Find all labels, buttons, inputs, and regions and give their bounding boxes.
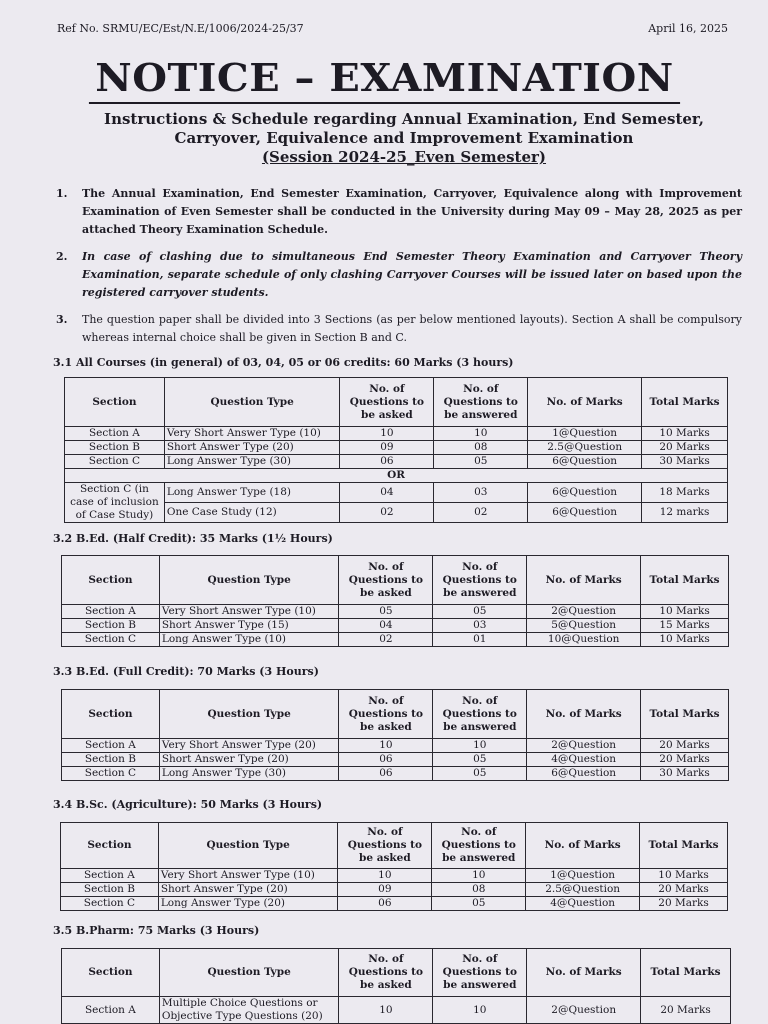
table-cell: 10 bbox=[339, 739, 433, 753]
table-cell: Section A bbox=[65, 427, 165, 441]
col-header: Section bbox=[62, 690, 160, 739]
table-cell: 09 bbox=[338, 883, 432, 897]
table-cell: 10 bbox=[432, 869, 526, 883]
table-row bbox=[65, 455, 728, 469]
table-cell: 30 Marks bbox=[642, 455, 728, 469]
col-header: Question Type bbox=[164, 378, 340, 427]
table-cell: Section A bbox=[61, 869, 159, 883]
notice-subtitle: Instructions & Schedule regarding Annual Examination, End Semester, Carryover, Equivalence and Improvement Examination (Session 2024-25_Even Semester) bbox=[104, 110, 704, 166]
table-cell: Section B bbox=[62, 619, 160, 633]
table-cell: Section B bbox=[62, 753, 160, 767]
table-cell: 08 bbox=[434, 441, 528, 455]
point-1: 1. The Annual Examination, End Semester Examination, Carryover, Equivalence along with Improvement Examination of Even Semester shall be conducted in the University during May 09 – May 28, 2025 as per attached Theory Examination Schedule. bbox=[56, 187, 742, 236]
table-cell: Section B bbox=[61, 883, 159, 897]
table-cell: 10 Marks bbox=[642, 427, 728, 441]
table-cell: Short Answer Type (20) bbox=[164, 441, 340, 455]
point-2: 2. In case of clashing due to simultaneous End Semester Theory Examination and Carryover Theory Examination, separate schedule of only clashing Carryover Courses will be issued later on based upon the registered carryover students. bbox=[56, 250, 742, 299]
col-header: Total Marks bbox=[642, 378, 728, 427]
table-cell: 02 bbox=[434, 503, 528, 523]
notice-title: NOTICE – EXAMINATION bbox=[0, 55, 768, 104]
table-cell: 6@Question bbox=[527, 767, 641, 781]
table-cell: 10 bbox=[433, 739, 527, 753]
col-header: No. of Questions to be answered bbox=[433, 949, 527, 997]
col-header: Total Marks bbox=[641, 556, 729, 605]
marks-table-3-5 bbox=[61, 948, 731, 1024]
table-cell: 06 bbox=[339, 753, 433, 767]
section-heading-3-1: 3.1 All Courses (in general) of 03, 04, 05 or 06 credits: 60 Marks (3 hours) bbox=[53, 356, 514, 369]
table-cell: 03 bbox=[433, 619, 527, 633]
table-row bbox=[62, 767, 729, 781]
table-cell: 30 Marks bbox=[641, 767, 729, 781]
table-cell: 10 Marks bbox=[641, 605, 729, 619]
col-header: No. of Marks bbox=[527, 690, 641, 739]
or-divider: OR bbox=[65, 469, 728, 483]
table-cell: 1@Question bbox=[528, 427, 642, 441]
table-cell: Section C (in case of inclusion of Case Study) bbox=[65, 483, 165, 523]
table-cell: 5@Question bbox=[527, 619, 641, 633]
table-cell: 04 bbox=[340, 483, 434, 503]
table-cell: 6@Question bbox=[528, 455, 642, 469]
col-header: No. of Questions to be answered bbox=[433, 556, 527, 605]
table-cell: 18 Marks bbox=[642, 483, 728, 503]
col-header: No. of Questions to be answered bbox=[434, 378, 528, 427]
table-cell: Short Answer Type (20) bbox=[159, 753, 339, 767]
col-header: Question Type bbox=[159, 949, 339, 997]
table-cell: 4@Question bbox=[526, 897, 640, 911]
table-row bbox=[62, 739, 729, 753]
col-header: Question Type bbox=[159, 690, 339, 739]
table-cell: 2@Question bbox=[527, 605, 641, 619]
table-cell: 04 bbox=[339, 619, 433, 633]
table-cell: 10 bbox=[433, 997, 527, 1024]
table-cell: 09 bbox=[340, 441, 434, 455]
table-cell: 20 Marks bbox=[641, 997, 731, 1024]
table-cell: 20 Marks bbox=[640, 883, 728, 897]
table-cell: Short Answer Type (15) bbox=[159, 619, 339, 633]
col-header: No. of Marks bbox=[527, 556, 641, 605]
table-row bbox=[62, 605, 729, 619]
col-header: No. of Marks bbox=[527, 949, 641, 997]
table-cell: 12 marks bbox=[642, 503, 728, 523]
table-cell: Multiple Choice Questions or Objective Type Questions (20) bbox=[159, 997, 339, 1024]
table-row bbox=[61, 869, 728, 883]
table-cell: 20 Marks bbox=[642, 441, 728, 455]
table-cell: Long Answer Type (10) bbox=[159, 633, 339, 647]
table-cell: 2.5@Question bbox=[526, 883, 640, 897]
table-cell: 05 bbox=[432, 897, 526, 911]
marks-table-3-3 bbox=[61, 689, 729, 781]
table-cell: Very Short Answer Type (20) bbox=[159, 739, 339, 753]
table-row bbox=[61, 897, 728, 911]
table-cell: 06 bbox=[339, 767, 433, 781]
table-cell: 10 bbox=[338, 869, 432, 883]
table-row bbox=[65, 427, 728, 441]
section-heading-3-4: 3.4 B.Sc. (Agriculture): 50 Marks (3 Hours) bbox=[53, 798, 323, 811]
table-cell: 20 Marks bbox=[641, 753, 729, 767]
marks-table-3-1 bbox=[64, 377, 728, 523]
section-heading-3-2: 3.2 B.Ed. (Half Credit): 35 Marks (1½ Hours) bbox=[53, 532, 333, 545]
col-header: No. of Marks bbox=[526, 823, 640, 869]
table-cell: 10 bbox=[339, 997, 433, 1024]
table-cell: 05 bbox=[433, 753, 527, 767]
col-header: No. of Questions to be asked bbox=[339, 949, 433, 997]
table-cell: Section B bbox=[65, 441, 165, 455]
section-heading-3-3: 3.3 B.Ed. (Full Credit): 70 Marks (3 Hours) bbox=[53, 665, 319, 678]
table-cell: 4@Question bbox=[527, 753, 641, 767]
table-cell: 10 Marks bbox=[641, 633, 729, 647]
col-header: No. of Questions to be answered bbox=[433, 690, 527, 739]
table-row bbox=[62, 619, 729, 633]
table-cell: Section C bbox=[61, 897, 159, 911]
table-cell: 05 bbox=[339, 605, 433, 619]
col-header: No. of Questions to be asked bbox=[338, 823, 432, 869]
col-header: Question Type bbox=[158, 823, 338, 869]
table-cell: Section C bbox=[65, 455, 165, 469]
col-header: No. of Questions to be asked bbox=[339, 690, 433, 739]
table-cell: 06 bbox=[338, 897, 432, 911]
col-header: No. of Questions to be answered bbox=[432, 823, 526, 869]
table-cell: 6@Question bbox=[528, 503, 642, 523]
table-cell: 20 Marks bbox=[640, 897, 728, 911]
table-cell: 6@Question bbox=[528, 483, 642, 503]
table-row bbox=[61, 883, 728, 897]
col-header: Question Type bbox=[159, 556, 339, 605]
table-cell: Long Answer Type (18) bbox=[164, 483, 340, 503]
table-cell: Long Answer Type (20) bbox=[158, 897, 338, 911]
table-cell: 01 bbox=[433, 633, 527, 647]
table-cell: Very Short Answer Type (10) bbox=[159, 605, 339, 619]
col-header: Section bbox=[62, 556, 160, 605]
col-header: Section bbox=[62, 949, 160, 997]
table-cell: 10 bbox=[340, 427, 434, 441]
table-cell: One Case Study (12) bbox=[164, 503, 340, 523]
table-cell: 1@Question bbox=[526, 869, 640, 883]
col-header: Total Marks bbox=[640, 823, 728, 869]
table-row bbox=[62, 997, 731, 1024]
notice-date: April 16, 2025 bbox=[648, 22, 728, 35]
table-cell: 08 bbox=[432, 883, 526, 897]
table-cell: 06 bbox=[340, 455, 434, 469]
table-row bbox=[65, 441, 728, 455]
marks-table-3-2 bbox=[61, 555, 729, 647]
table-cell: Section A bbox=[62, 739, 160, 753]
point-3: 3. The question paper shall be divided into 3 Sections (as per below mentioned layouts). Section A shall be compulsory whereas internal choice shall be given in Section B and C. bbox=[56, 313, 742, 344]
table-cell: Long Answer Type (30) bbox=[164, 455, 340, 469]
reference-number: Ref No. SRMU/EC/Est/N.E/1006/2024-25/37 bbox=[57, 22, 304, 35]
table-cell: 2@Question bbox=[527, 739, 641, 753]
table-cell: 05 bbox=[434, 455, 528, 469]
table-cell: 10 Marks bbox=[640, 869, 728, 883]
table-cell: 02 bbox=[339, 633, 433, 647]
table-cell: 10 bbox=[434, 427, 528, 441]
table-cell: 05 bbox=[433, 605, 527, 619]
table-cell: Very Short Answer Type (10) bbox=[158, 869, 338, 883]
table-cell: 2.5@Question bbox=[528, 441, 642, 455]
col-header: No. of Marks bbox=[528, 378, 642, 427]
table-cell: 05 bbox=[433, 767, 527, 781]
col-header: Total Marks bbox=[641, 949, 731, 997]
col-header: No. of Questions to be asked bbox=[339, 556, 433, 605]
table-cell: Section C bbox=[62, 767, 160, 781]
table-cell: Section A bbox=[62, 605, 160, 619]
table-cell: 03 bbox=[434, 483, 528, 503]
col-header: Section bbox=[65, 378, 165, 427]
table-cell: Very Short Answer Type (10) bbox=[164, 427, 340, 441]
table-cell: 02 bbox=[340, 503, 434, 523]
table-row bbox=[62, 633, 729, 647]
table-cell: 2@Question bbox=[527, 997, 641, 1024]
col-header: Total Marks bbox=[641, 690, 729, 739]
col-header: No. of Questions to be asked bbox=[340, 378, 434, 427]
table-cell: 20 Marks bbox=[641, 739, 729, 753]
table-row bbox=[62, 753, 729, 767]
table-cell: 10@Question bbox=[527, 633, 641, 647]
section-heading-3-5: 3.5 B.Pharm: 75 Marks (3 Hours) bbox=[53, 924, 260, 937]
table-cell: Short Answer Type (20) bbox=[158, 883, 338, 897]
table-cell: Long Answer Type (30) bbox=[159, 767, 339, 781]
col-header: Section bbox=[61, 823, 159, 869]
marks-table-3-4 bbox=[60, 822, 728, 911]
table-cell: Section C bbox=[62, 633, 160, 647]
table-cell: 15 Marks bbox=[641, 619, 729, 633]
table-cell: Section A bbox=[62, 997, 160, 1024]
